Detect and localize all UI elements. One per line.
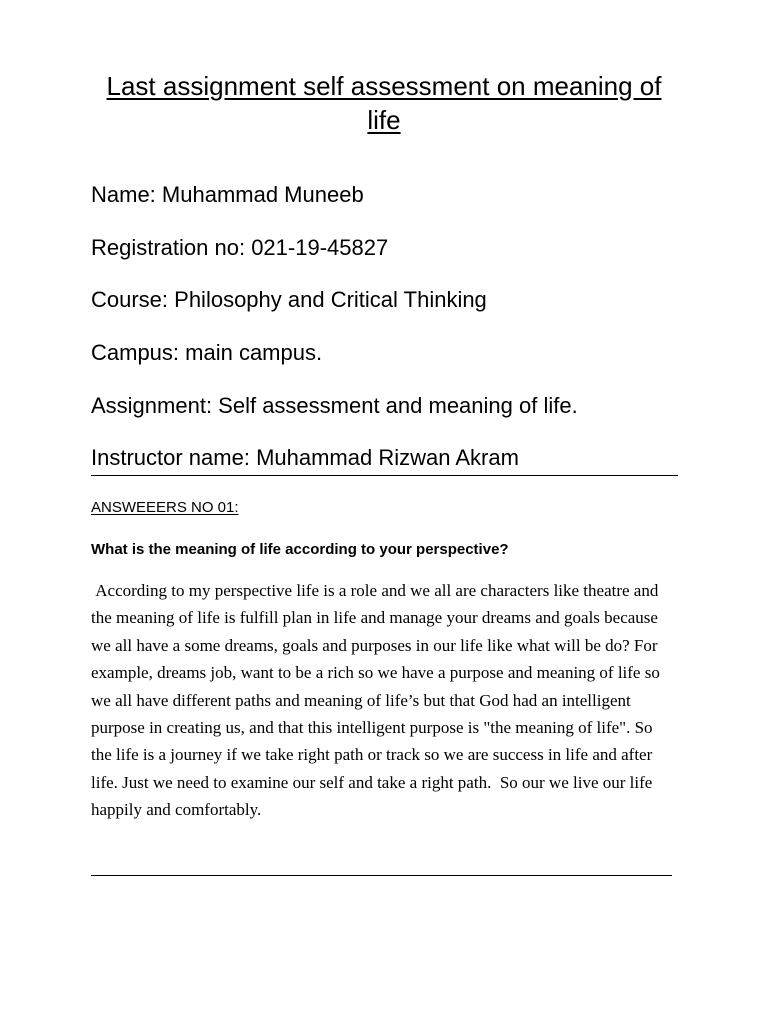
answer-heading: ANSWEEERS NO 01: — [91, 499, 239, 516]
answer-body — [91, 577, 675, 824]
campus-name: Campus: main campus. — [91, 340, 323, 365]
student-name: Name: Muhammad Muneeb — [91, 182, 364, 207]
course-name: Course: Philosophy and Critical Thinking — [91, 287, 487, 312]
instructor-name: Instructor name: Muhammad Rizwan Akram — [91, 445, 519, 470]
answer-paragraph: According to my perspective life is a role and we all are characters like theatre and the meaning of life is fulfill plan in life and manage your dreams and goals because we all have a some dreams, goals and purposes in our life like what will be do? For example, dreams job, want to be a rich so we have a purpose and meaning of life so we all have different paths and meaning of life’s but that God had an intelligent purpose in creating us, and that this intelligent purpose is "the meaning of life". So the life is a journey if we take right path or track so we are success in life and after life. Just we need to examine our self and take a right path. So our we live our life happily and comfortably. — [91, 581, 665, 820]
assignment-name: Assignment: Self assessment and meaning of life. — [91, 393, 578, 418]
document-title: Last assignment self assessment on meaning of life — [106, 71, 662, 136]
footer-divider — [91, 875, 672, 876]
registration-number: Registration no: 021-19-45827 — [91, 235, 389, 260]
header-divider — [91, 475, 678, 476]
question-text: What is the meaning of life according to your perspective? — [91, 541, 509, 558]
